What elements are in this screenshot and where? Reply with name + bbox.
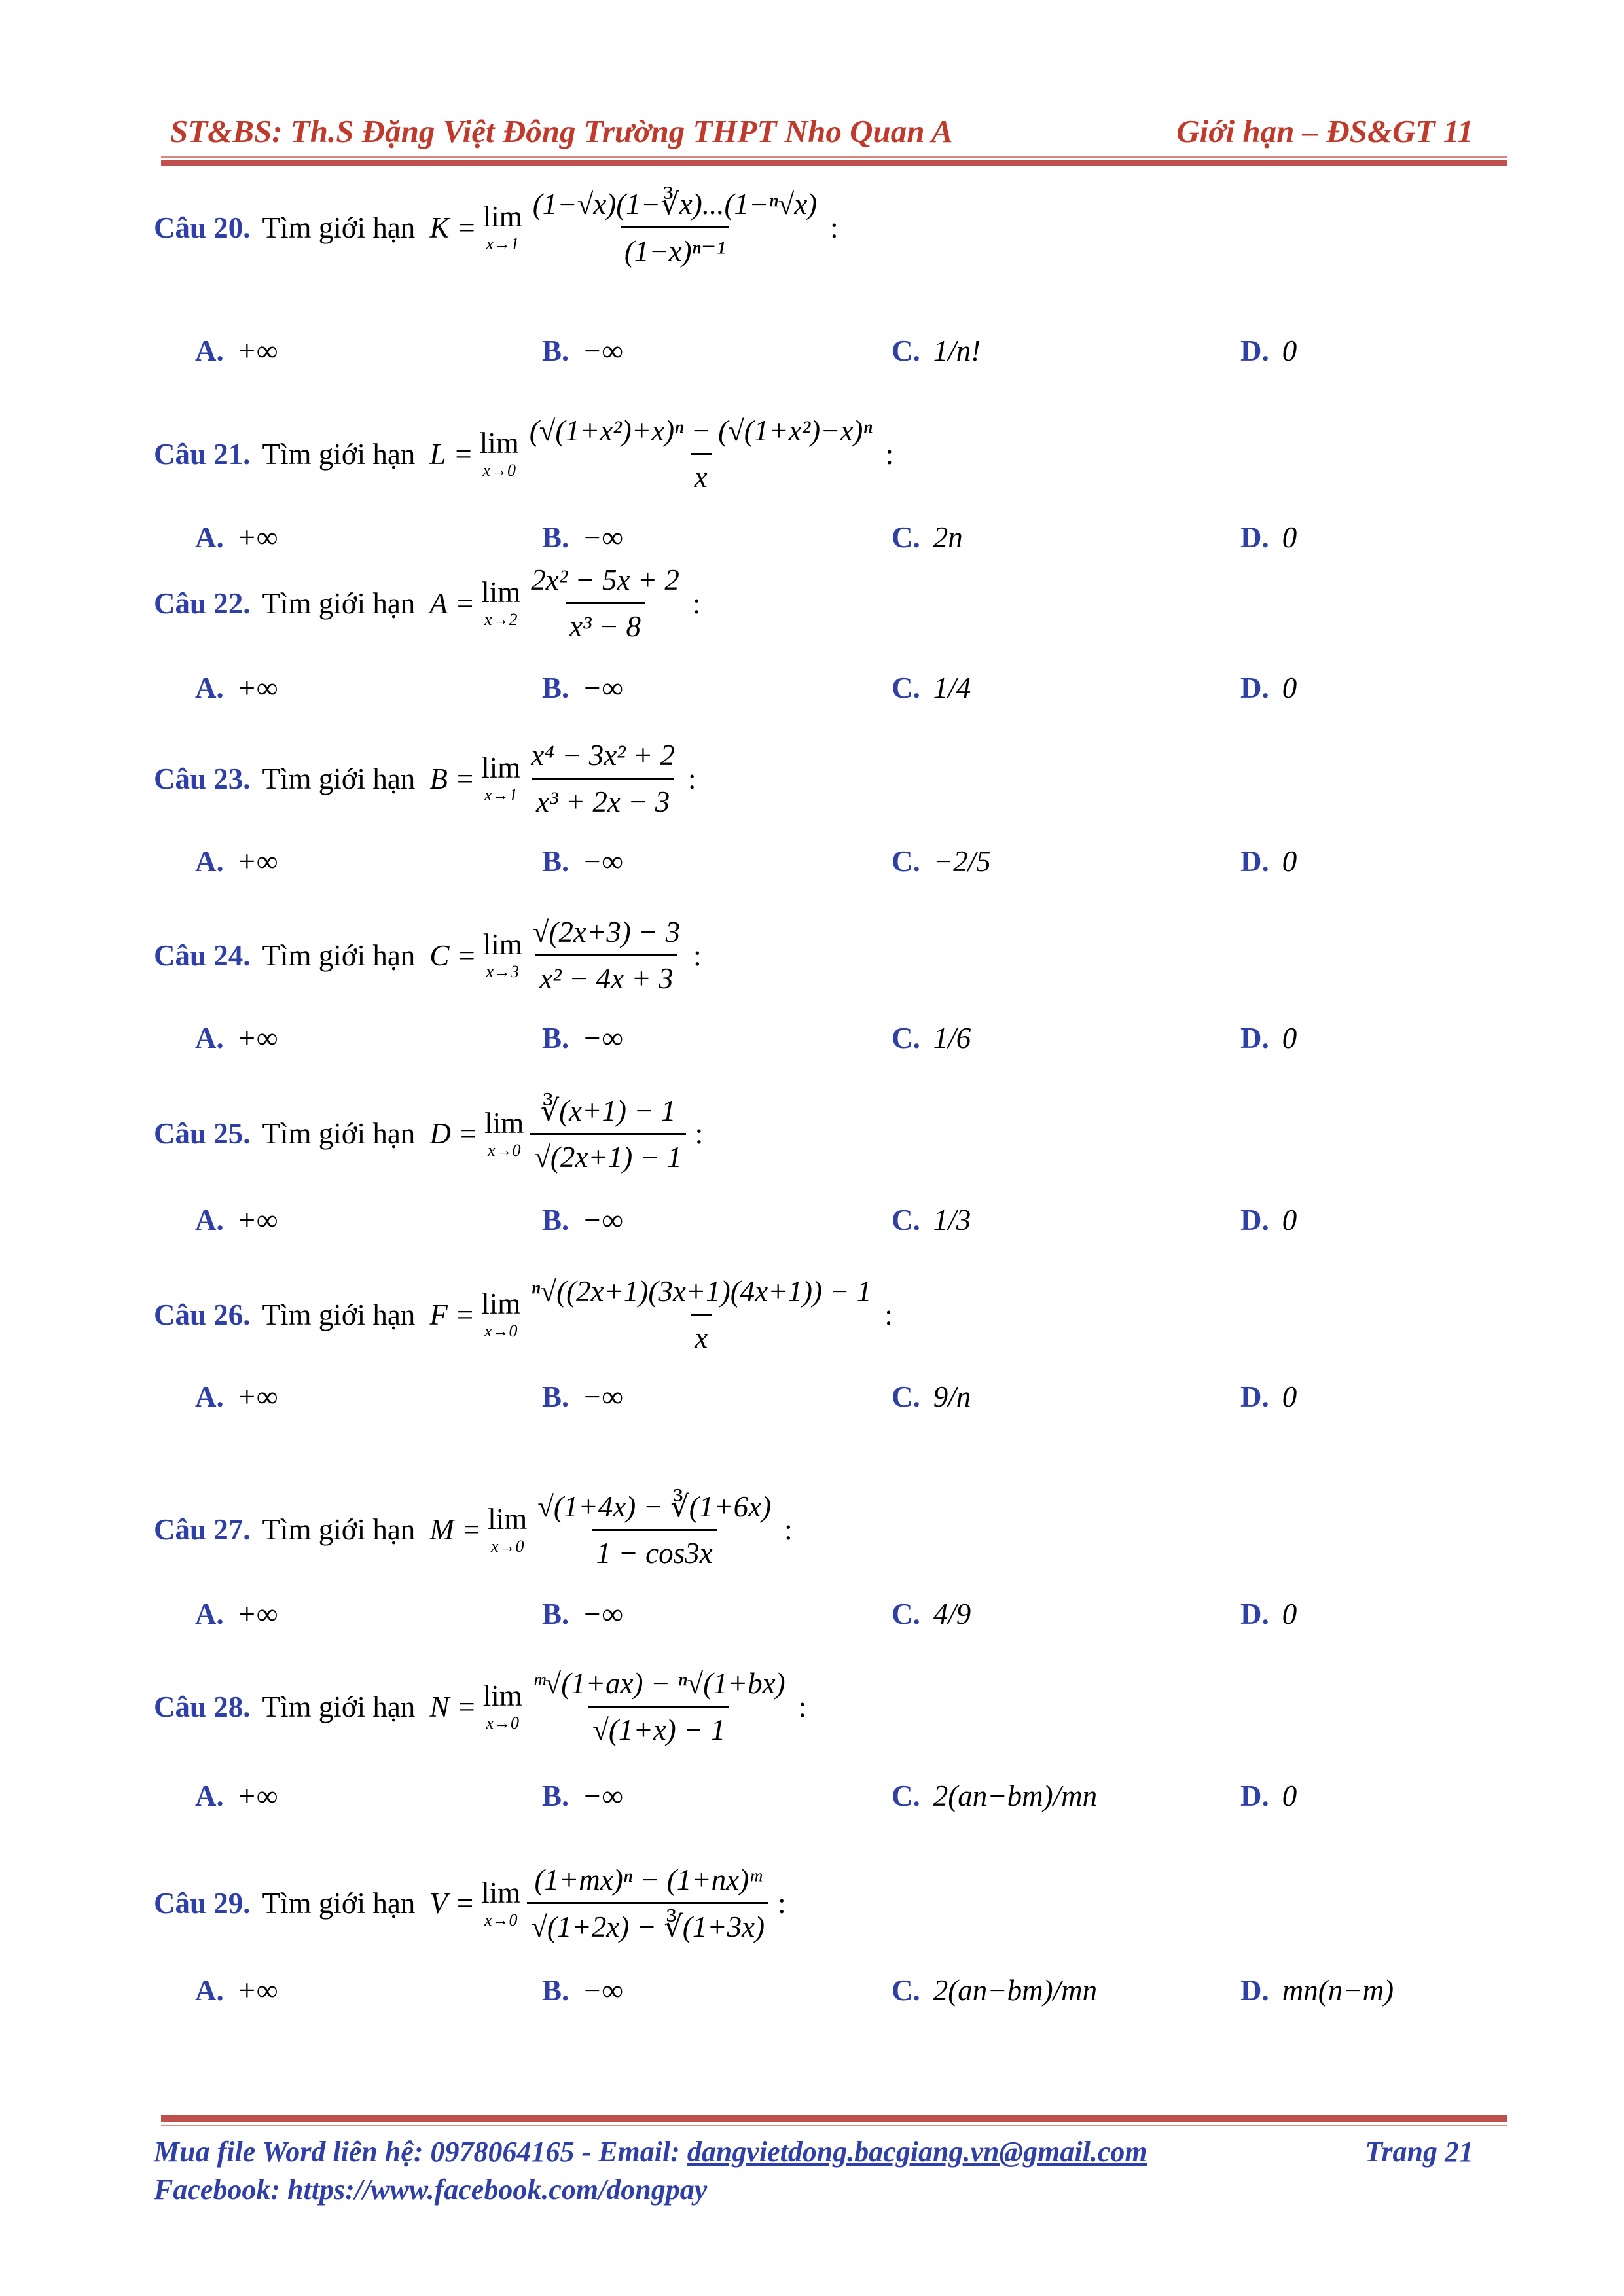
answer-option-a[interactable] [195,1380,278,1414]
answer-value: 1/n! [933,334,981,367]
answer-value: 1/6 [933,1022,971,1054]
answer-option-c[interactable] [892,1779,1097,1813]
lim-word: lim [488,1502,528,1535]
question-number: Câu 21. [154,437,251,471]
answer-value: +∞ [236,845,278,878]
limit-fraction [533,1489,775,1570]
answer-label: B. [542,1204,569,1236]
answer-label: D. [1240,1974,1269,2007]
answer-value: +∞ [236,521,278,554]
answer-option-b[interactable] [542,1021,623,1055]
answer-option-d[interactable] [1240,1779,1297,1813]
limit-variable: B [429,762,448,795]
answer-value: −∞ [582,1022,623,1054]
answer-value: mn(n−m) [1282,1974,1394,2007]
answer-option-a[interactable] [195,334,278,368]
question-prompt: Tìm giới hạn [262,211,416,244]
question-prompt: Tìm giới hạn [262,1513,416,1546]
answer-label: A. [195,1022,224,1054]
limit-operator [481,753,520,804]
answer-label: A. [195,1974,224,2007]
answer-value: 2(an−bm)/mn [933,1974,1098,2007]
answer-label: D. [1240,521,1269,554]
fraction-numerator: √(2x+3) − 3 [532,916,681,948]
footer-divider [161,2115,1507,2122]
answer-value: +∞ [236,1598,278,1630]
fraction-numerator: (1+mx)ⁿ − (1+nx)ᵐ [534,1863,761,1896]
limit-variable: N [429,1690,450,1723]
equals-sign: = [456,1887,474,1920]
fraction-numerator: ᵐ√(1+ax) − ⁿ√(1+bx) [532,1667,785,1700]
fraction-numerator: √(1+4x) − ∛(1+6x) [537,1490,772,1523]
equals-sign: = [458,939,475,972]
colon: : [830,211,839,244]
lim-word: lim [482,1679,522,1712]
answer-label: C. [892,845,920,878]
fraction-numerator: x⁴ − 3x² + 2 [531,739,676,772]
question-20 [154,187,839,268]
limit-variable: F [429,1298,448,1331]
question-22 [154,563,700,643]
fraction-numerator: 2x² − 5x + 2 [531,564,679,596]
answer-label: D. [1240,845,1269,878]
equals-sign: = [458,211,475,244]
answer-option-a[interactable] [195,671,278,705]
answer-option-b[interactable] [542,1203,623,1237]
answer-option-d[interactable] [1240,1021,1297,1055]
answer-option-b[interactable] [542,1597,623,1631]
answer-option-b[interactable] [542,520,623,554]
header-divider [161,160,1507,166]
fraction-denominator: 1 − cos3x [592,1529,717,1570]
answer-option-c[interactable] [892,1021,971,1055]
answer-value: −∞ [582,845,623,878]
answer-value: +∞ [236,672,278,704]
question-number: Câu 22. [154,586,251,620]
answer-option-a[interactable] [195,1973,278,2007]
answer-label: C. [892,334,920,367]
equals-sign: = [455,437,472,471]
limit-variable: K [429,211,450,244]
answer-label: B. [542,672,569,704]
answer-value: +∞ [236,1974,278,2007]
question-prompt: Tìm giới hạn [262,1690,416,1723]
answer-label: D. [1240,334,1269,367]
header-divider-thin [161,156,1507,158]
limit-fraction [529,1666,789,1747]
fraction-numerator: (1−√x)(1−∛x)...(1−ⁿ√x) [532,188,818,221]
answer-option-b[interactable] [542,671,623,705]
limit-operator [483,1681,522,1732]
answer-option-a[interactable] [195,520,278,554]
footer-divider-thin [161,2125,1507,2126]
answer-option-d[interactable] [1240,1597,1297,1631]
answer-value: 0 [1282,1204,1297,1236]
colon: : [885,437,894,471]
answer-label: C. [892,1380,920,1413]
lim-word: lim [481,1287,521,1320]
answer-value: 0 [1282,1022,1297,1054]
answer-label: C. [892,1780,920,1812]
answer-option-d[interactable] [1240,334,1297,368]
answer-option-c[interactable] [892,844,991,878]
answer-value: 0 [1282,845,1297,878]
answer-option-d[interactable] [1240,520,1297,554]
answer-label: D. [1240,1022,1269,1054]
lim-word: lim [479,427,519,459]
answer-option-a[interactable] [195,844,278,878]
question-prompt: Tìm giới hạn [262,437,416,471]
limit-subscript: x→0 [490,1536,524,1556]
answer-label: B. [542,334,569,367]
limit-variable: V [429,1887,448,1920]
answer-option-b[interactable] [542,844,623,878]
answer-value: −2/5 [933,845,991,878]
answer-value: −∞ [582,1204,623,1236]
answer-option-b[interactable] [542,334,623,368]
fraction-numerator: ∛(x+1) − 1 [540,1094,676,1127]
answer-option-c[interactable] [892,520,963,554]
answer-option-a[interactable] [195,1597,278,1631]
equals-sign: = [456,586,474,620]
answer-option-d[interactable] [1240,1973,1394,2007]
question-prompt: Tìm giới hạn [262,939,416,972]
lim-word: lim [482,200,522,233]
answer-label: B. [542,1974,569,2007]
fraction-denominator: x³ + 2x − 3 [532,778,674,819]
answer-option-c[interactable] [892,1597,971,1631]
question-number: Câu 24. [154,939,251,972]
answer-option-d[interactable] [1240,1203,1297,1237]
answer-value: 0 [1282,521,1297,554]
answer-label: B. [542,1380,569,1413]
answer-label: A. [195,1204,224,1236]
fraction-denominator: x [691,453,712,494]
limit-operator [481,1289,520,1340]
answer-value: −∞ [582,1598,623,1630]
limit-fraction [526,414,876,494]
page-number: Trang 21 [1365,2136,1473,2168]
answer-label: A. [195,1380,224,1413]
answer-value: 0 [1282,1598,1297,1630]
limit-operator [481,578,520,628]
answer-label: C. [892,672,920,704]
answer-label: B. [542,1022,569,1054]
limit-operator [481,1878,520,1929]
answer-value: 1/3 [933,1204,971,1236]
lim-word: lim [481,576,521,609]
question-24 [154,915,702,996]
answer-value: −∞ [582,672,623,704]
answer-value: +∞ [236,1022,278,1054]
limit-fraction [527,1274,875,1355]
equals-sign: = [458,1690,475,1723]
fraction-denominator: x [691,1314,712,1355]
limit-variable: L [429,437,446,471]
colon: : [692,586,701,620]
answer-label: A. [195,521,224,554]
question-prompt: Tìm giới hạn [262,1887,416,1920]
colon: : [693,939,702,972]
footer-contact-text: Mua file Word liên hệ: 0978064165 - Email: [154,2136,687,2168]
answer-label: A. [195,845,224,878]
limit-subscript: x→1 [486,234,519,253]
question-prompt: Tìm giới hạn [262,586,416,620]
limit-subscript: x→0 [484,1910,518,1929]
answer-option-c[interactable] [892,1203,971,1237]
answer-label: C. [892,1974,920,2007]
fraction-denominator: (1−x)ⁿ⁻¹ [621,226,729,268]
colon: : [884,1298,893,1331]
answer-option-b[interactable] [542,1380,623,1414]
limit-fraction [527,1863,768,1944]
limit-fraction [529,915,684,996]
limit-variable: M [429,1513,454,1546]
answer-label: B. [542,1598,569,1630]
fraction-numerator: (√(1+x²)+x)ⁿ − (√(1+x²)−x)ⁿ [529,414,873,447]
answer-value: 4/9 [933,1598,971,1630]
answer-option-a[interactable] [195,1779,278,1813]
answer-label: A. [195,1780,224,1812]
answer-option-a[interactable] [195,1021,278,1055]
answer-option-d[interactable] [1240,844,1297,878]
answer-value: −∞ [582,521,623,554]
fraction-denominator: √(1+2x) − ∛(1+3x) [527,1902,768,1944]
answer-value: 0 [1282,1780,1297,1812]
answer-value: +∞ [236,334,278,367]
answer-value: +∞ [236,1380,278,1413]
equals-sign: = [456,762,474,795]
question-number: Câu 26. [154,1298,251,1331]
answer-value: −∞ [582,1380,623,1413]
question-28 [154,1666,806,1747]
limit-variable: D [429,1117,451,1150]
answer-value: −∞ [582,1780,623,1812]
limit-operator [480,429,519,479]
limit-variable: A [429,586,448,620]
answer-option-a[interactable] [195,1203,278,1237]
header-subject: Giới hạn – ĐS&GT 11 [1176,113,1473,149]
answer-value: 2(an−bm)/mn [933,1780,1098,1812]
answer-value: 1/4 [933,672,971,704]
answer-option-b[interactable] [542,1779,623,1813]
answer-value: 9/n [933,1380,971,1413]
answer-value: 0 [1282,672,1297,704]
question-prompt: Tìm giới hạn [262,1117,416,1150]
answer-option-b[interactable] [542,1973,623,2007]
colon: : [695,1117,704,1150]
footer-contact [154,2135,1147,2168]
equals-sign: = [463,1513,480,1546]
limit-fraction [527,738,679,819]
colon: : [784,1513,793,1546]
question-number: Câu 28. [154,1690,251,1723]
lim-word: lim [482,928,522,961]
question-number: Câu 20. [154,211,251,244]
answer-value: 0 [1282,1380,1297,1413]
answer-value: −∞ [582,334,623,367]
limit-subscript: x→0 [482,461,516,480]
limit-subscript: x→0 [484,1321,518,1340]
answer-option-c[interactable] [892,671,971,705]
lim-word: lim [484,1106,524,1139]
answer-option-c[interactable] [892,1380,971,1414]
question-number: Câu 25. [154,1117,251,1150]
limit-fraction [530,1093,685,1174]
answer-option-c[interactable] [892,1973,1097,2007]
answer-value: −∞ [582,1974,623,2007]
answer-option-d[interactable] [1240,1380,1297,1414]
limit-subscript: x→3 [486,962,519,981]
answer-value: +∞ [236,1780,278,1812]
question-number: Câu 23. [154,762,251,795]
question-23 [154,738,696,819]
limit-subscript: x→2 [484,610,518,629]
lim-word: lim [481,751,521,784]
colon: : [778,1887,786,1920]
limit-operator [484,1106,524,1160]
answer-label: B. [542,845,569,878]
question-29 [154,1863,786,1944]
answer-label: D. [1240,1204,1269,1236]
question-21 [154,414,893,494]
fraction-numerator: ⁿ√((2x+1)(3x+1)(4x+1)) − 1 [531,1275,872,1308]
answer-value: +∞ [236,1204,278,1236]
answer-label: C. [892,1022,920,1054]
answer-label: D. [1240,1380,1269,1413]
answer-label: C. [892,1598,920,1630]
limit-operator [483,202,522,253]
fraction-denominator: x³ − 8 [566,602,645,643]
limit-fraction [529,187,821,268]
answer-label: D. [1240,672,1269,704]
question-27 [154,1489,793,1570]
fraction-denominator: √(1+x) − 1 [588,1706,729,1747]
answer-label: D. [1240,1598,1269,1630]
answer-label: B. [542,521,569,554]
limit-operator [488,1502,528,1556]
limit-subscript: x→0 [486,1713,519,1732]
fraction-denominator: x² − 4x + 3 [535,954,677,996]
answer-label: B. [542,1780,569,1812]
footer-email-link[interactable]: dangvietdong.bacgiang.vn@gmail.com [687,2136,1147,2168]
answer-label: A. [195,672,224,704]
question-number: Câu 29. [154,1887,251,1920]
limit-operator [483,930,522,980]
footer-facebook-link[interactable]: Facebook: https://www.facebook.com/dongpay [154,2174,708,2206]
answer-label: D. [1240,1780,1269,1812]
equals-sign: = [460,1117,477,1150]
header-title: ST&BS: Th.S Đặng Việt Đông Trường THPT Nho Quan A [170,113,953,149]
limit-variable: C [429,939,450,972]
question-25 [154,1093,703,1174]
limit-fraction [527,563,683,643]
colon: : [798,1690,807,1723]
answer-label: C. [892,1204,920,1236]
answer-label: A. [195,334,224,367]
answer-label: C. [892,521,920,554]
answer-option-c[interactable] [892,334,981,368]
answer-value: 0 [1282,334,1297,367]
question-26 [154,1274,893,1355]
answer-label: A. [195,1598,224,1630]
question-prompt: Tìm giới hạn [262,1298,416,1331]
colon: : [688,762,696,795]
question-number: Câu 27. [154,1513,251,1546]
lim-word: lim [481,1876,521,1909]
equals-sign: = [456,1298,474,1331]
limit-subscript: x→1 [484,785,518,804]
answer-value: 2n [933,521,963,554]
question-prompt: Tìm giới hạn [262,762,416,795]
fraction-denominator: √(2x+1) − 1 [530,1133,685,1174]
answer-option-d[interactable] [1240,671,1297,705]
limit-subscript: x→0 [487,1140,521,1160]
